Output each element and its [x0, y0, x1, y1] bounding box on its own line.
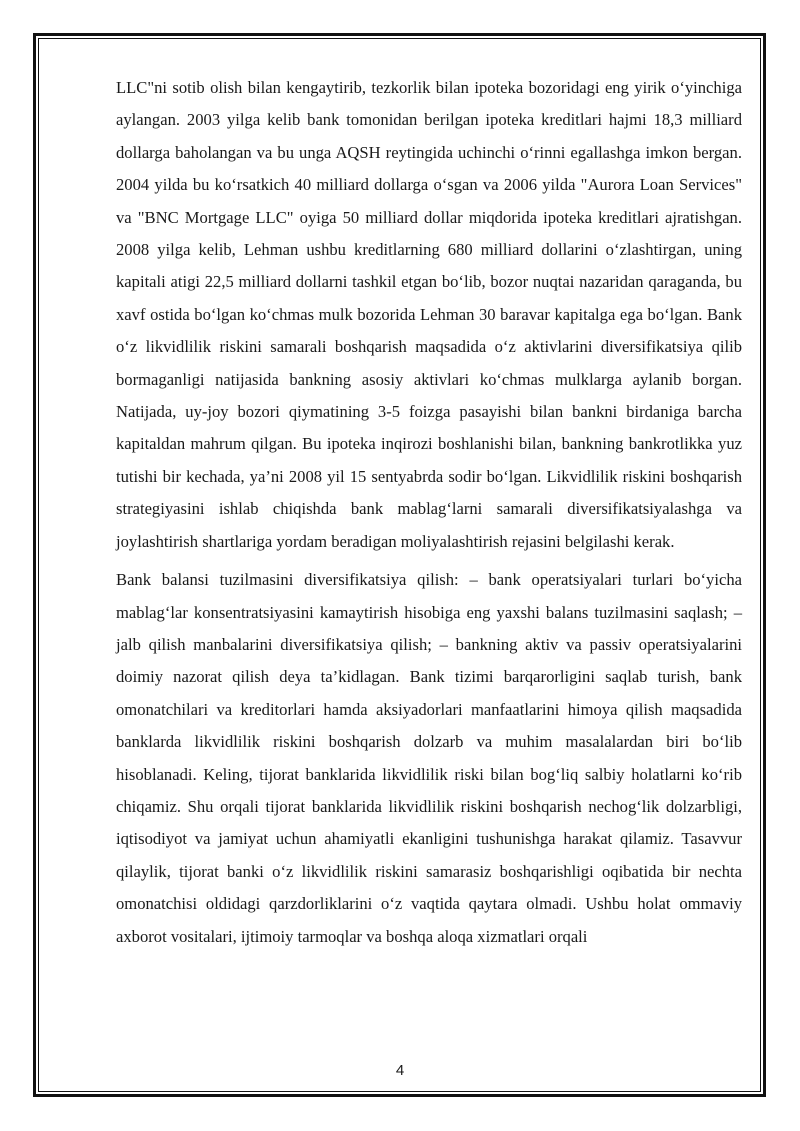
- paragraph-2: Bank balansi tuzilmasini diversifikatsiya qilish: – bank operatsiyalari turlari bo‘yicha mablag‘lar konsentratsiyasini kamaytirish hisobiga eng yaxshi balans tuzilmasini saqlash; – jalb qilish manbalarini diversifikatsiya qilish; – bankning aktiv va passiv operatsiyalarini doimiy nazorat qilish deya ta’kidlagan. Bank tizimi barqarorligini saqlab turish, bank omonatchilari va kreditorlari hamda aksiyadorlari manfaatlarini himoya qilish maqsadida banklarda likvidlilik riskini boshqarish dolzarb va muhim masalalardan biri bo‘lib hisoblanadi. Keling, tijorat banklarida likvidlilik riski bilan bog‘liq salbiy holatlarni ko‘rib chiqamiz. Shu orqali tijorat banklarida likvidlilik riskini boshqarish nechog‘lik dolzarbligi, iqtisodiyot va jamiyat uchun ahamiyatli ekanligini tushunishga harakat qilamiz. Tasavvur qilaylik, tijorat banki o‘z likvidlilik riskini samarasiz boshqarishligi oqibatida bir nechta omonatchisi oldidagi qarzdorliklarini o‘z vaqtida qaytara olmadi. Ushbu holat ommaviy axborot vositalari, ijtimoiy tarmoqlar va boshqa aloqa xizmatlari orqali: [116, 570, 742, 946]
- paragraph-1: LLC"ni sotib olish bilan kengaytirib, tezkorlik bilan ipoteka bozoridagi eng yirik o‘yinchiga aylangan. 2003 yilga kelib bank tomonidan berilgan ipoteka kreditlari hajmi 18,3 milliard dollarga baholangan va bu unga AQSH reytingida uchinchi o‘rinni egallashga imkon bergan. 2004 yilda bu ko‘rsatkich 40 milliard dollarga o‘sgan va 2006 yilda "Aurora Loan Services" va "BNC Mortgage LLC" oyiga 50 milliard dollar miqdorida ipoteka kreditlari ajratishgan. 2008 yilga kelib, Lehman ushbu kreditlarning 680 milliard dollarini o‘zlashtirgan, uning kapitali atigi 22,5 milliard dollarni tashkil etgan bo‘lib, bozor nuqtai nazaridan qaraganda, bu xavf ostida bo‘lgan ko‘chmas mulk bozorida Lehman 30 baravar kapitalga ega bo‘lgan. Bank o‘z likvidlilik riskini samarali boshqarish maqsadida o‘z aktivlarini diversifikatsiya qilib bormaganligi natijasida bankning asosiy aktivlari ko‘chmas mulklarga aylanib borgan. Natijada, uy-joy bozori qiymatining 3-5 foizga pasayishi bilan bankni birdaniga barcha kapitaldan mahrum qilgan. Bu ipoteka inqirozi boshlanishi bilan, bankning bankrotlikka yuz tutishi bir kechada, ya’ni 2008 yil 15 sentyabrda sodir bo‘lgan. Likvidlilik riskini boshqarish strategiyasini ishlab chiqishda bank mablag‘larni samarali diversifikatsiyalashga va joylashtirish shartlariga yordam beradigan moliyalashtirish rejasini belgilashi kerak.: [116, 78, 742, 551]
- page-number: 4: [395, 1062, 405, 1079]
- document-body: [116, 72, 742, 953]
